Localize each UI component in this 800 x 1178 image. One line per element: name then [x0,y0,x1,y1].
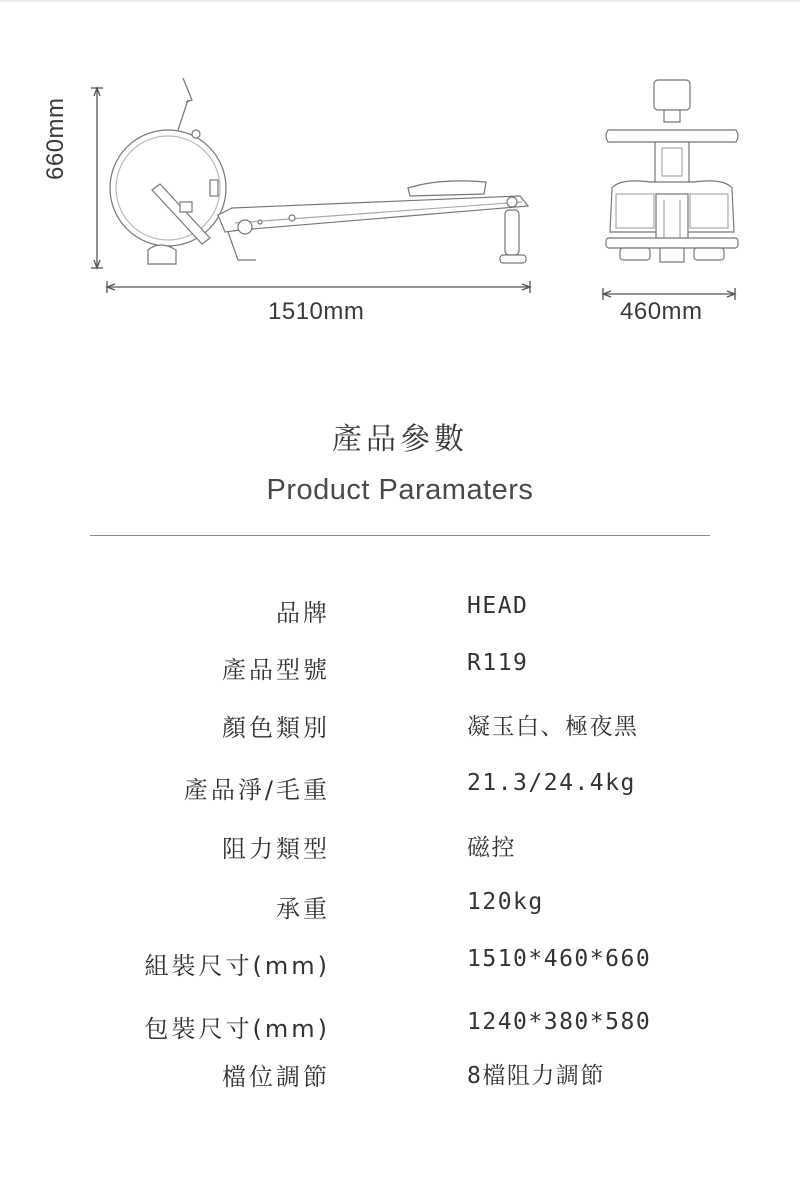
spec-value: 1510*460*660 [467,946,652,972]
spec-row-color [0,708,800,748]
spec-row-package-size [0,1009,800,1049]
spec-label: 阻力類型 [222,835,330,863]
section-title-en: Product Paramaters [266,474,534,506]
spec-row-brand [0,593,800,633]
spec-value: 8檔阻力調節 [467,1063,605,1089]
spec-label: 檔位調節 [222,1063,330,1091]
spec-row-weight [0,770,800,810]
side-view [110,78,528,264]
spec-row-resistance-levels [0,1057,800,1097]
spec-value: 磁控 [467,835,516,861]
spec-label: 產品淨/毛重 [183,776,330,804]
length-dimension-label: 1510mm [268,298,365,325]
spec-label: 承重 [276,895,330,923]
heading-divider [90,535,710,536]
spec-label: 組裝尺寸(mm) [144,952,330,980]
spec-row-resistance-type [0,829,800,869]
spec-row-max-load [0,889,800,929]
spec-row-model [0,650,800,690]
spec-value: 21.3/24.4kg [467,770,636,796]
height-dimension-label: 660mm [42,97,69,180]
top-divider [0,0,800,2]
spec-label: 顏色類別 [222,714,330,742]
spec-value: 120kg [467,889,544,915]
spec-value: 凝玉白、極夜黑 [467,714,639,740]
front-view [606,80,738,262]
spec-label: 品牌 [276,599,330,627]
spec-value: R119 [467,650,529,676]
spec-label: 產品型號 [222,656,330,684]
dimension-diagram [0,60,800,340]
width-dimension-label: 460mm [620,298,703,325]
section-title-zh: 產品參數 [332,422,468,457]
spec-label: 包裝尺寸(mm) [144,1015,330,1043]
spec-row-assembled-size [0,946,800,986]
spec-value: 1240*380*580 [467,1009,652,1035]
spec-value: HEAD [467,593,529,619]
